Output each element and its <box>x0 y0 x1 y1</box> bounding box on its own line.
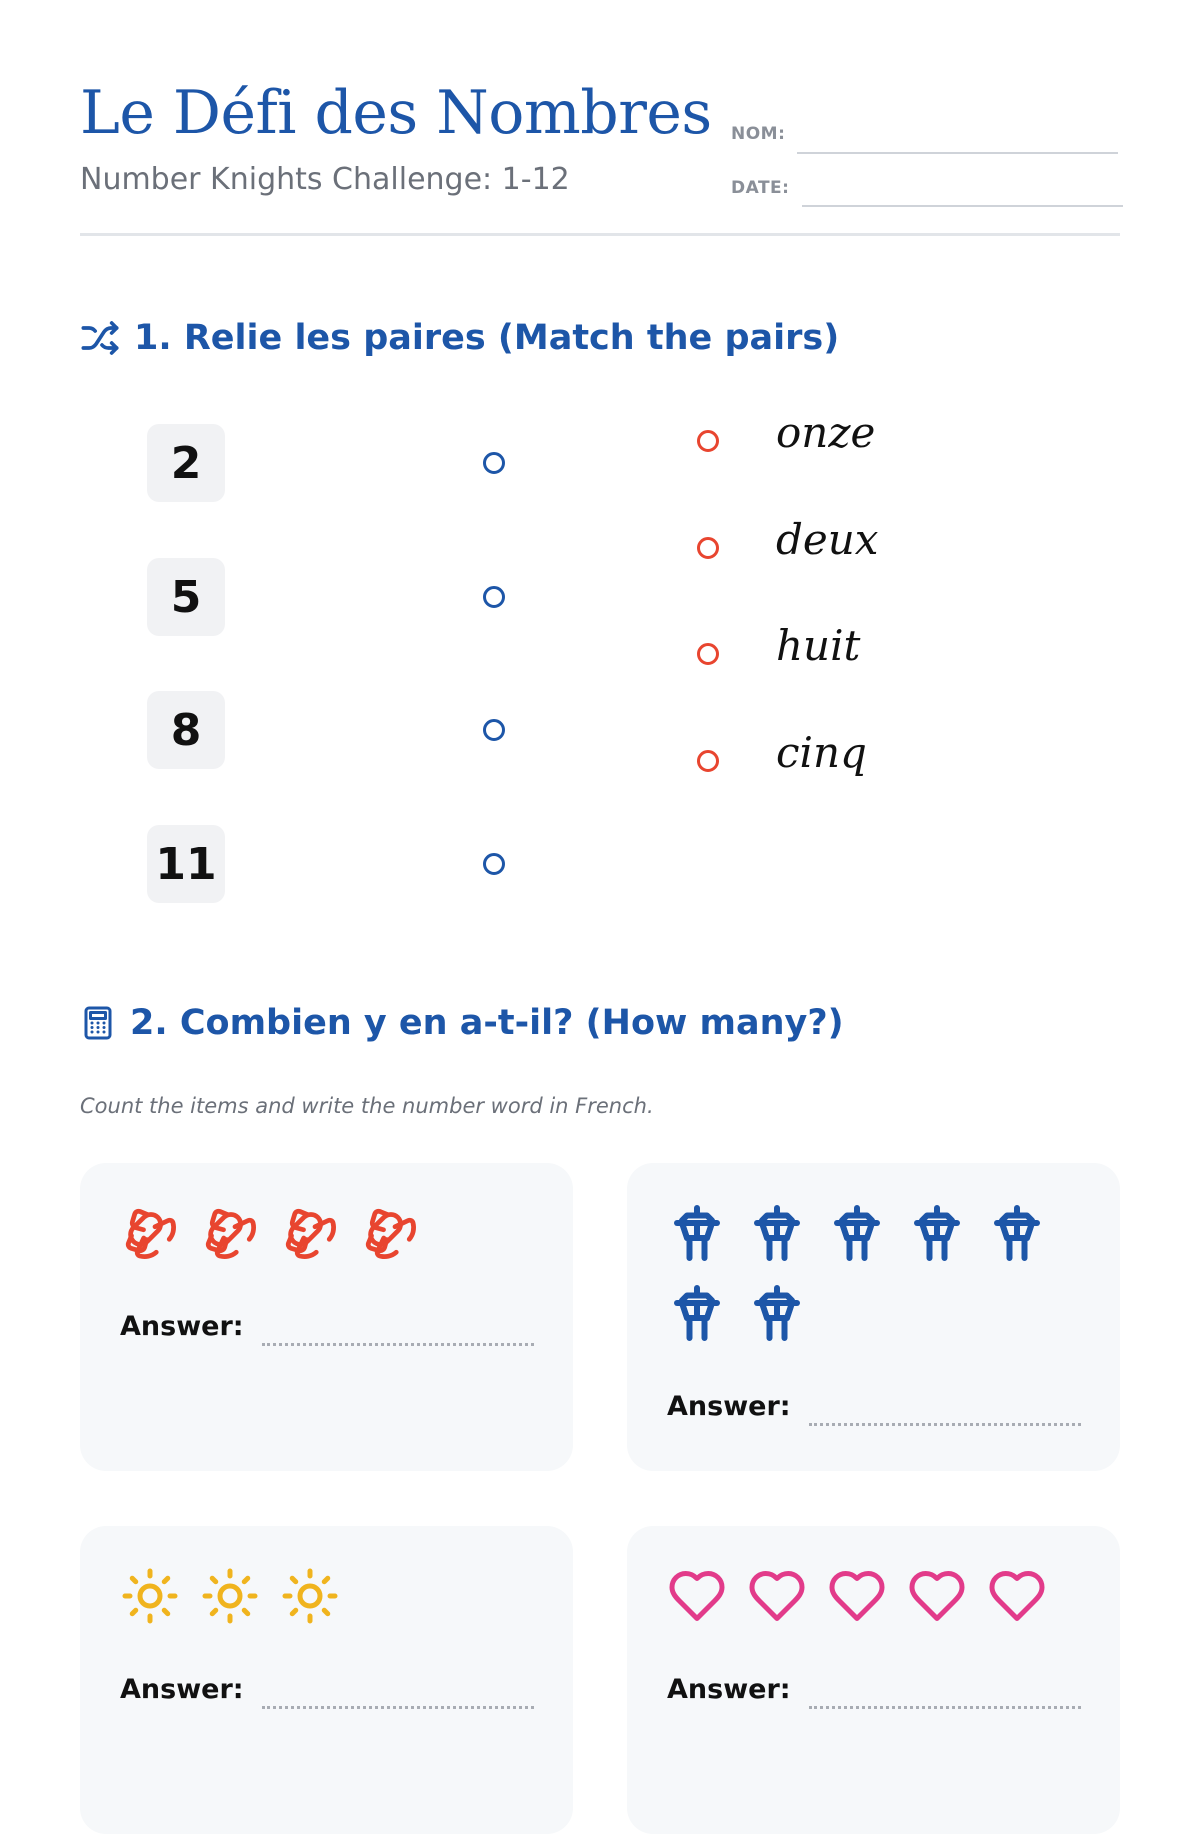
number-match-dot[interactable] <box>483 719 505 741</box>
header-divider <box>80 233 1120 236</box>
date-label: DATE: <box>731 178 790 198</box>
tower-icon <box>987 1203 1047 1263</box>
sun-icon <box>280 1566 340 1626</box>
number-match-dot[interactable] <box>483 452 505 474</box>
nom-label: NOM: <box>731 124 786 144</box>
heart-icon <box>987 1566 1047 1626</box>
count-card <box>627 1163 1120 1471</box>
word-match-dot[interactable] <box>697 537 719 559</box>
count-card <box>627 1526 1120 1834</box>
section-2-heading <box>80 1003 844 1043</box>
date-field[interactable] <box>802 205 1123 207</box>
answer-label: Answer: <box>120 1311 244 1342</box>
word-match-dot[interactable] <box>697 430 719 452</box>
number-box: 2 <box>147 424 225 502</box>
answer-label: Answer: <box>667 1391 791 1422</box>
answer-field[interactable] <box>809 1423 1081 1426</box>
count-card <box>80 1163 573 1471</box>
answer-label: Answer: <box>120 1674 244 1705</box>
number-box: 8 <box>147 691 225 769</box>
section-2-instruction: Count the items and write the number word in French. <box>80 1094 654 1118</box>
section-1-title: 1. Relie les paires (Match the pairs) <box>134 318 840 358</box>
shuffle-icon <box>80 318 120 358</box>
count-items <box>667 1566 1087 1626</box>
word-match-dot[interactable] <box>697 643 719 665</box>
number-word: deux <box>776 515 879 564</box>
croissant-icon <box>200 1203 260 1263</box>
answer-field[interactable] <box>809 1706 1081 1709</box>
tower-icon <box>747 1203 807 1263</box>
tower-icon <box>667 1283 727 1343</box>
croissant-icon <box>360 1203 420 1263</box>
tower-icon <box>747 1283 807 1343</box>
count-items <box>120 1566 540 1626</box>
count-items <box>120 1203 540 1263</box>
croissant-icon <box>280 1203 340 1263</box>
sun-icon <box>120 1566 180 1626</box>
croissant-icon <box>120 1203 180 1263</box>
number-box: 11 <box>147 825 225 903</box>
calculator-icon <box>80 1004 116 1042</box>
number-word: huit <box>776 621 861 670</box>
heart-icon <box>827 1566 887 1626</box>
nom-field[interactable] <box>797 152 1118 154</box>
number-box: 5 <box>147 558 225 636</box>
number-match-dot[interactable] <box>483 853 505 875</box>
sun-icon <box>200 1566 260 1626</box>
tower-icon <box>667 1203 727 1263</box>
heart-icon <box>747 1566 807 1626</box>
number-word: cinq <box>776 728 867 777</box>
section-1-heading <box>80 318 839 358</box>
count-items <box>667 1203 1087 1343</box>
section-2-title: 2. Combien y en a-t-il? (How many?) <box>130 1003 844 1043</box>
heart-icon <box>907 1566 967 1626</box>
tower-icon <box>907 1203 967 1263</box>
answer-label: Answer: <box>667 1674 791 1705</box>
tower-icon <box>827 1203 887 1263</box>
page-title: Le Défi des Nombres <box>80 78 712 148</box>
word-match-dot[interactable] <box>697 750 719 772</box>
answer-field[interactable] <box>262 1706 534 1709</box>
number-word: onze <box>776 408 876 457</box>
number-match-dot[interactable] <box>483 586 505 608</box>
count-card <box>80 1526 573 1834</box>
page-subtitle: Number Knights Challenge: 1-12 <box>80 162 570 197</box>
answer-field[interactable] <box>262 1343 534 1346</box>
heart-icon <box>667 1566 727 1626</box>
